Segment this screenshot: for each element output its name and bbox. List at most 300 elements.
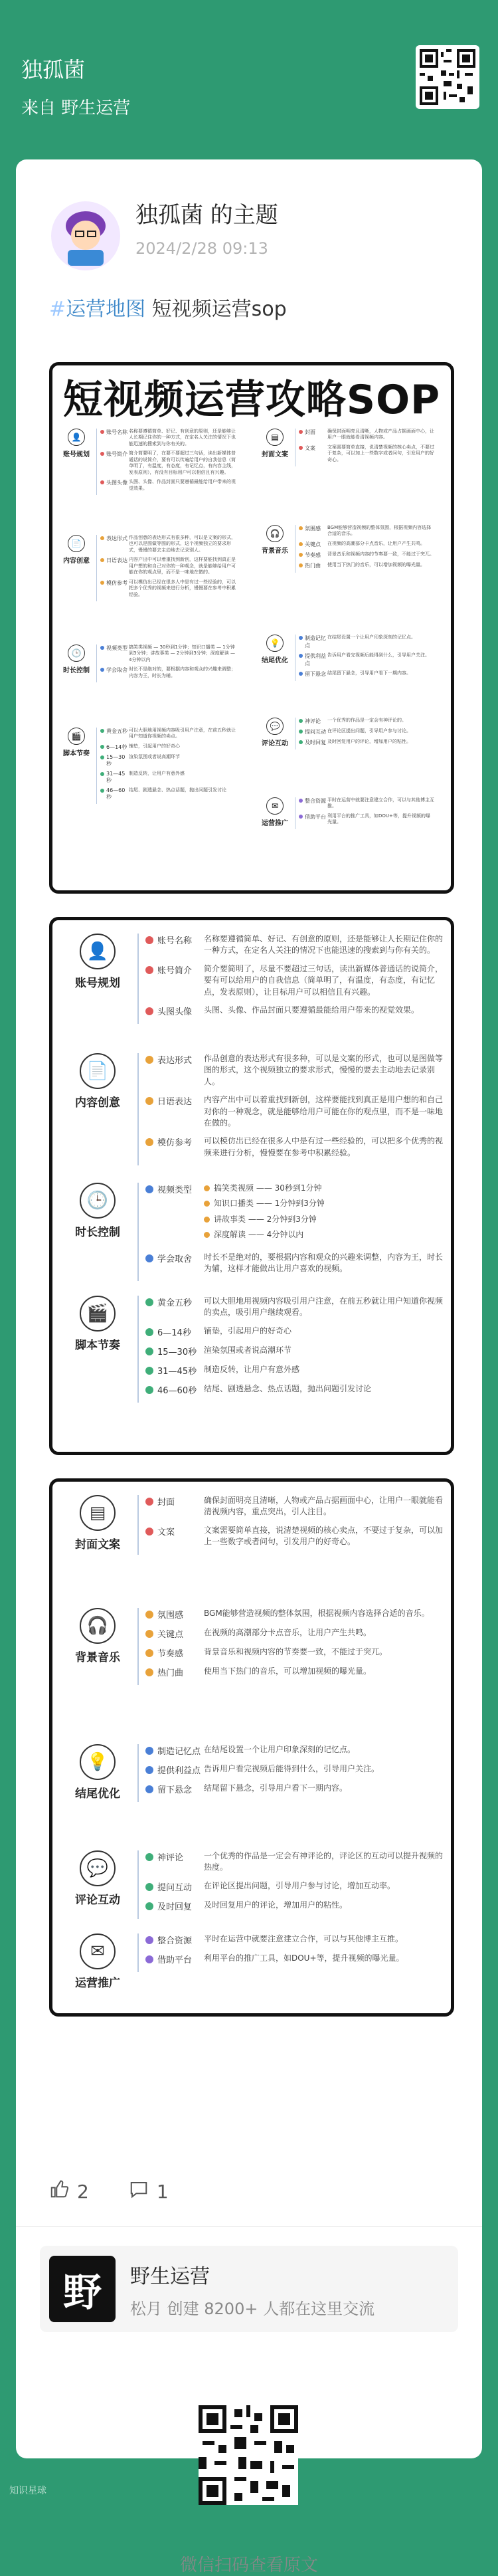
mini-row-label: 封面 <box>305 429 315 435</box>
mini-section-name: 运营推广 <box>262 820 288 827</box>
mini-row-label: 日语表达 <box>106 557 127 564</box>
row-label: 制造记忆点 <box>157 1747 201 1757</box>
poster-section <box>58 1495 446 1555</box>
section-row <box>145 1900 446 1912</box>
row-text: 头图、头像、作品封面只要遵循最能给用户带来的视觉效果。 <box>204 1005 420 1015</box>
community-name: 野生运营 <box>130 2264 210 2288</box>
bullet-dot <box>145 1853 153 1861</box>
row-text: 可以大胆地用视频内容吸引用户注意，在前五秒就让用户知道你视频的卖点，吸引用户继续观看。 <box>204 1296 444 1318</box>
bullet-dot <box>145 1097 153 1105</box>
script-icon: 🎬 <box>68 728 85 745</box>
bullet-dot <box>145 936 153 944</box>
row-text: 时长不是绝对的，要根据内容和观众的兴趣来调整，内容为王，时长为辅，这样才能做出让用户喜欢的视频。 <box>204 1252 444 1273</box>
section-row <box>145 1364 446 1377</box>
section-row <box>145 1933 446 1946</box>
mini-section <box>255 635 434 681</box>
row-label: 学会取舍 <box>157 1254 193 1264</box>
poster-section <box>58 1933 446 1990</box>
row-label: 31—45秒 <box>157 1366 197 1377</box>
section-row <box>145 1953 446 1965</box>
mini-row <box>100 787 236 801</box>
bullet-dot <box>145 1528 153 1536</box>
mini-rows <box>295 429 434 466</box>
section-row <box>145 1525 446 1548</box>
section-name: 评论互动 <box>75 1894 120 1907</box>
section-name: 内容创意 <box>75 1096 120 1110</box>
mini-rows <box>295 797 434 829</box>
poster-section <box>58 1183 446 1281</box>
section-row <box>145 1005 446 1017</box>
mini-row-label: 学会取舍 <box>106 667 127 674</box>
section-head <box>58 1608 137 1664</box>
mini-row <box>299 429 434 441</box>
bullet-dot <box>145 1902 153 1910</box>
row-label: 提问互动 <box>157 1882 193 1893</box>
mini-row-text: 文案需要简单直接，说清楚视频的核心卖点，不要过于复杂，可以加上一些数字或者问句，引发用户的好奇心。 <box>327 444 434 462</box>
mini-section-name: 时长控制 <box>63 667 90 674</box>
mini-row <box>299 797 434 810</box>
mini-row-label: 文案 <box>305 445 315 451</box>
row-label: 提供利益点 <box>157 1766 201 1776</box>
mini-row-text: BGM能够营造视频的整体氛围，根据视频内容选择合适的音乐。 <box>327 525 432 537</box>
mini-row <box>299 718 434 725</box>
row-text: 名称要遵循简单、好记、有创意的原则，还是能够让人长期记住你的一种方式，在定名人关注的情况下也能迅速的搜索到与你有关的。 <box>204 934 444 955</box>
post-text: 短视频运营sop <box>151 298 287 321</box>
row-label: 46—60秒 <box>157 1385 197 1396</box>
row-label: 表达形式 <box>157 1056 193 1066</box>
mini-row-text: 背景音乐和视频内容的节奏要一致，不能过于突兀。 <box>327 551 434 557</box>
row-text: 平时在运营中就要注意建立合作，可以与其他博主互推。 <box>204 1934 404 1943</box>
bullet-dot <box>145 1766 153 1774</box>
bulb-icon: 💡 <box>80 1744 116 1780</box>
bullet-dot <box>145 1747 153 1755</box>
row-text: 作品创意的表达形式有很多种，可以是文案的形式，也可以是图做等图的形式，这个视频独立的要求形式，慢慢的要去主动地去记录别人。 <box>204 1054 444 1086</box>
poster-section <box>58 1608 446 1685</box>
row-label: 6—14秒 <box>157 1328 191 1338</box>
mini-row-text: 使用当下热门的音乐，可以增加视频的曝光量。 <box>327 561 425 567</box>
row-label: 借助平台 <box>157 1955 193 1965</box>
row-text: 在结尾设置一个让用户印象深刻的记忆点。 <box>204 1745 356 1754</box>
script-icon: 🎬 <box>80 1296 116 1332</box>
section-row <box>145 1495 446 1518</box>
row-label: 封面 <box>157 1498 175 1508</box>
sub-item-text: 搞笑类视频 —— 30秒到1分钟 <box>214 1183 322 1193</box>
poster-title: 短视频运营攻略SOP <box>62 377 441 423</box>
mini-row <box>100 479 236 492</box>
section-row <box>145 1666 446 1678</box>
headphone-icon: 🎧 <box>266 525 284 542</box>
row-label: 留下悬念 <box>157 1785 193 1795</box>
sub-item <box>204 1183 446 1194</box>
row-label: 节奏感 <box>157 1649 184 1659</box>
section-row <box>145 1850 446 1874</box>
post-actions <box>49 2179 169 2204</box>
mini-row-text: 名称要遵循简单、好记、有创意的原则，还是能够让人长期记住你的一种方式，在定名人关注的情况下也能迅速的搜索到与你有关的。 <box>129 429 236 446</box>
section-row <box>145 1880 446 1893</box>
bullet-dot <box>100 536 104 540</box>
section-row <box>145 1383 446 1396</box>
mini-row-label: 节奏感 <box>305 551 321 558</box>
section-row <box>145 1326 446 1338</box>
section-row <box>145 1783 446 1795</box>
mini-row-text: 一个优秀的作品是一定会有神评论的。 <box>327 718 406 723</box>
bullet-dot <box>299 430 303 434</box>
section-name: 封面文案 <box>75 1538 120 1551</box>
headphone-icon: 🎧 <box>80 1608 116 1644</box>
bullet-dot <box>145 1611 153 1619</box>
mini-rows <box>96 728 236 804</box>
mini-row-text: 铺垫，引起用户的好奇心 <box>129 743 180 749</box>
row-label: 整合资源 <box>157 1936 193 1946</box>
section-rows <box>137 1933 446 1972</box>
bullet-dot <box>145 1386 153 1394</box>
mini-row-label: 视频类型 <box>106 645 127 651</box>
poster-section <box>58 1296 446 1403</box>
mini-section <box>56 728 236 804</box>
sub-item-text: 讲故事类 —— 2分钟到3分钟 <box>214 1214 317 1224</box>
user-icon: 👤 <box>68 429 85 446</box>
section-row <box>145 1345 446 1357</box>
mini-section-head <box>255 797 295 829</box>
layout-icon: ▤ <box>266 429 284 446</box>
mini-section-name: 内容创意 <box>63 557 90 565</box>
mini-row <box>299 670 434 678</box>
mini-rows <box>295 718 434 749</box>
mini-row-label: 及时回复 <box>305 740 326 745</box>
comment-button[interactable] <box>129 2179 169 2204</box>
section-head <box>58 1495 137 1551</box>
mini-row <box>299 635 434 649</box>
mini-row-text: 在结尾设置一个让用户印象深刻的记忆点。 <box>327 635 416 640</box>
bullet-dot <box>299 740 303 744</box>
section-head <box>58 1296 137 1352</box>
mini-rows <box>96 429 236 495</box>
section-head <box>58 934 137 990</box>
row-text: 结尾留下悬念，引导用户看下一期内容。 <box>204 1783 348 1793</box>
mini-row-text: 利用平台的推广工具，如DOU+等，提升视频的曝光量。 <box>327 813 430 825</box>
mini-row-text: 结尾留下悬念，引导用户看下一期内容。 <box>327 670 411 676</box>
row-text: 铺垫，引起用户的好奇心 <box>204 1326 292 1336</box>
row-text: 背景音乐和视频内容的节奏要一致，不能过于突兀。 <box>204 1647 388 1656</box>
row-text: 结尾、剧透悬念、热点话题，抛出问题引发讨论 <box>204 1383 372 1393</box>
sub-item <box>204 1198 446 1209</box>
bullet-dot <box>100 430 104 434</box>
layout-icon: ▤ <box>80 1495 116 1531</box>
row-label: 账号名称 <box>157 936 193 946</box>
mini-section-head <box>56 728 96 804</box>
sub-item <box>204 1229 446 1240</box>
row-label: 日语表达 <box>157 1097 193 1108</box>
bullet-dot <box>299 730 303 734</box>
row-label: 文案 <box>157 1527 175 1537</box>
bullet-dot <box>299 799 303 803</box>
mini-row-label: 账号简介 <box>106 451 127 458</box>
row-label: 氛围感 <box>157 1611 184 1621</box>
section-name: 背景音乐 <box>75 1651 120 1664</box>
bullet-dot <box>100 646 104 650</box>
mini-section-head <box>56 429 96 495</box>
bullet-dot <box>145 966 153 974</box>
mini-row-text: 制造反转，让用户有意外感 <box>129 770 185 776</box>
chat-icon: 💬 <box>80 1850 116 1886</box>
row-text: 使用当下热门的音乐，可以增加视频的曝光量。 <box>204 1666 372 1676</box>
section-head <box>58 1744 137 1801</box>
mini-section-head <box>255 635 295 681</box>
section-row <box>145 1136 446 1159</box>
mini-row-text: 确保封面明亮且清晰，人物或产品占据画面中心，让用户一眼就能看清视频内容。 <box>327 429 434 441</box>
mini-row <box>100 579 236 598</box>
mini-row-text: 作品创意的表达形式有很多种，可以是文案的形式，也可以是图做等图的形式，这个视频独立的要求形式，慢慢的要去主动地去记录别人。 <box>129 535 236 553</box>
clock-icon: 🕒 <box>68 644 85 662</box>
mini-row-label: 制造记忆点 <box>305 635 326 648</box>
section-head <box>58 1933 137 1990</box>
section-head <box>58 1183 137 1239</box>
bullet-dot <box>145 1328 153 1336</box>
user-icon: 👤 <box>80 934 116 969</box>
sub-bullet-dot <box>204 1201 210 1207</box>
bullet-dot <box>145 1630 153 1638</box>
section-rows <box>137 934 446 1024</box>
row-label: 15—30秒 <box>157 1347 197 1357</box>
row-sublist <box>204 1183 446 1245</box>
section-row <box>145 1183 446 1245</box>
section-row <box>145 1252 446 1275</box>
mini-row-text: 可以模仿出已经在很多人中是有过一些经验的，可以把多个优秀的视频来进行分析，慢慢要在参考中积累经验。 <box>129 579 236 597</box>
bullet-dot <box>100 480 104 484</box>
doc-icon: 📄 <box>68 535 85 552</box>
section-row <box>145 1053 446 1088</box>
mini-row <box>100 429 236 447</box>
mini-section-head <box>56 644 96 682</box>
bullet-dot <box>100 789 104 793</box>
mini-row-text: 平时在运营中就要注意建立合作，可以与其他博主互推。 <box>327 797 434 809</box>
comment-count: 1 <box>156 2181 169 2203</box>
mini-section <box>56 429 236 495</box>
post-tags <box>49 292 287 322</box>
hashtag-symbol: # <box>49 298 66 321</box>
footer-brand: 知识星球 <box>9 2486 46 2496</box>
mini-section-name: 账号规划 <box>63 451 90 458</box>
mini-section <box>56 644 236 682</box>
mini-row <box>100 644 236 663</box>
poster-section <box>58 934 446 1024</box>
sub-item-text: 知识口播类 —— 1分钟到3分钟 <box>214 1199 325 1209</box>
mini-row <box>100 666 236 679</box>
bullet-dot <box>145 1668 153 1676</box>
community-card[interactable] <box>40 2246 458 2332</box>
qr-caption: 微信扫码查看原文 <box>179 2555 318 2575</box>
mini-row-label: 表达形式 <box>106 536 127 542</box>
bullet-dot <box>145 1367 153 1375</box>
bullet-dot <box>100 452 104 456</box>
mail-icon: ✉ <box>266 797 284 815</box>
comment-icon <box>129 2179 149 2204</box>
bullet-dot <box>145 1138 153 1146</box>
poster-section <box>58 1850 446 1919</box>
bullet-dot <box>145 1185 153 1193</box>
mini-row <box>299 551 434 559</box>
section-rows <box>137 1495 446 1555</box>
mini-row <box>299 652 434 667</box>
bullet-dot <box>145 1056 153 1064</box>
mini-row-label: 46—60秒 <box>106 787 125 800</box>
bullet-dot <box>299 526 303 530</box>
mini-rows <box>295 525 434 573</box>
bullet-dot <box>145 1498 153 1506</box>
bullet-dot <box>145 1883 153 1891</box>
row-label: 热门曲 <box>157 1668 184 1678</box>
bullet-dot <box>100 745 104 749</box>
mini-section-name: 脚本节奏 <box>63 750 90 757</box>
section-rows <box>137 1053 446 1165</box>
sop-poster-detail-2[interactable] <box>49 1478 454 2017</box>
mail-icon: ✉ <box>80 1933 116 1969</box>
mini-row <box>100 557 236 575</box>
mini-row-label: 6—14秒 <box>106 743 127 750</box>
bullet-dot <box>100 755 104 759</box>
bullet-dot <box>299 563 303 567</box>
poster-section <box>58 1053 446 1165</box>
row-text: 及时回复用户的评论，增加用户的粘性。 <box>204 1900 348 1910</box>
bullet-dot <box>100 729 104 733</box>
section-head <box>58 1850 137 1907</box>
sub-bullet-dot <box>204 1217 210 1223</box>
community-meta: 松月 创建 8200+ 人都在这里交流 <box>130 2299 375 2318</box>
row-text: 文案需要简单直接，说清楚视频的核心卖点，不要过于复杂，可以加上一些数字或者问句，引发用户的好奇心。 <box>204 1525 444 1547</box>
mini-row <box>100 535 236 553</box>
section-row <box>145 934 446 957</box>
bullet-dot <box>299 672 303 676</box>
row-label: 及时回复 <box>157 1902 193 1912</box>
mini-row-text: 在评论区提出问题，引导用户参与讨论。 <box>327 728 411 734</box>
row-text: 在视频的高潮部分卡点音乐，让用户产生共鸣。 <box>204 1628 372 1637</box>
section-name: 脚本节奏 <box>75 1339 120 1352</box>
section-rows <box>137 1850 446 1919</box>
section-rows <box>137 1608 446 1685</box>
divider <box>16 2226 482 2227</box>
topic-link[interactable]: 运营地图 <box>66 298 146 321</box>
mini-row-text: 简介简要明了，在要不要超过三句话，读出新媒体普通话的说简介，要有可以传遍给用户的自我信息（简单明了，有温度，有态度，有记忆点，有内容主线，发表原则），有没有目标用户可以相信且有兴趣。 <box>129 450 236 475</box>
row-label: 黄金五秒 <box>157 1298 193 1308</box>
bullet-dot <box>145 1298 153 1306</box>
mini-section-head <box>56 535 96 601</box>
mini-row-label: 整合资源 <box>305 798 326 804</box>
sub-bullet-dot <box>204 1232 210 1238</box>
row-label: 账号简介 <box>157 965 193 976</box>
row-label: 神评论 <box>157 1853 184 1863</box>
mini-row <box>299 445 434 463</box>
mini-row <box>299 728 434 736</box>
section-rows <box>137 1296 446 1403</box>
section-row <box>145 1608 446 1621</box>
bullet-dot <box>299 719 303 723</box>
bullet-dot <box>145 1347 153 1355</box>
mini-section-head <box>255 525 295 573</box>
section-row <box>145 1627 446 1640</box>
qr-code-large[interactable] <box>199 2405 298 2505</box>
like-button[interactable] <box>49 2179 89 2204</box>
mini-row-label: 模仿参考 <box>106 579 127 586</box>
row-text: 确保封面明亮且清晰，人物或产品占据画面中心，让用户一眼就能看清视频内容，重点突出，引人注目。 <box>204 1496 444 1517</box>
mini-row <box>100 771 236 784</box>
like-count: 2 <box>77 2181 89 2203</box>
bullet-dot <box>145 1254 153 1262</box>
mini-section-head <box>255 718 295 749</box>
bullet-dot <box>100 581 104 585</box>
avatar[interactable] <box>49 199 122 272</box>
mini-rows <box>96 535 236 601</box>
sop-poster-overview[interactable] <box>49 362 454 894</box>
post-timestamp: 2024/2/28 09:13 <box>135 239 268 258</box>
mini-rows <box>96 644 236 682</box>
section-name: 账号规划 <box>75 977 120 990</box>
row-text: 在评论区提出问题，引导用户参与讨论，增加互动率。 <box>204 1880 396 1890</box>
bullet-dot <box>145 1649 153 1657</box>
sub-bullet-dot <box>204 1185 210 1191</box>
mini-row <box>100 754 236 767</box>
bullet-dot <box>100 772 104 776</box>
page-subtitle: 来自 野生运营 <box>21 98 131 118</box>
mini-rows <box>295 635 434 681</box>
row-label: 视频类型 <box>157 1185 193 1195</box>
bullet-dot <box>299 636 303 640</box>
mini-row-text: 时长不是绝对的，要根据内容和观众的兴趣来调整；内容为王，时长为辅。 <box>129 666 236 678</box>
poster-section <box>58 1744 446 1802</box>
mini-row <box>100 450 236 476</box>
mini-row-text: 搞笑类视频 — 30秒到1分钟；知识口播类 — 1分钟到3分钟；讲故事类 — 2分钟到3分钟；深度解读 — 4分钟以内 <box>129 644 236 662</box>
section-row <box>145 1763 446 1776</box>
row-text: 内容产出中可以着重找到新创，这样要能找到真正是用户想的和自己对你的一种观念，就是能够给用户可能在你的观点里，而不是一味地在做的。 <box>204 1095 444 1128</box>
bullet-dot <box>299 542 303 546</box>
section-rows <box>137 1183 446 1281</box>
section-row <box>145 963 446 998</box>
bullet-dot <box>145 1955 153 1963</box>
bullet-dot <box>299 654 303 658</box>
section-row <box>145 1646 446 1659</box>
sub-item <box>204 1214 446 1225</box>
mini-row-label: 借助平台 <box>305 813 326 820</box>
bullet-dot <box>299 553 303 557</box>
mini-row <box>299 525 434 538</box>
mini-row-label: 15—30秒 <box>106 753 125 767</box>
mini-row-label: 神评论 <box>305 718 321 724</box>
mini-section <box>56 535 236 601</box>
app-header <box>0 0 498 159</box>
bullet-dot <box>299 446 303 450</box>
row-text: 告诉用户看完视频后能得到什么，引导用户关注。 <box>204 1764 380 1773</box>
post-author-title[interactable]: 独孤菌 的主题 <box>135 202 278 229</box>
mini-row <box>299 813 434 826</box>
mini-section-name: 背景音乐 <box>262 547 288 555</box>
row-text: 利用平台的推广工具，如DOU+等，提升视频的曝光量。 <box>204 1953 404 1963</box>
mini-section <box>255 525 434 573</box>
mini-row-label: 账号名称 <box>106 429 127 435</box>
section-name: 运营推广 <box>75 1977 120 1990</box>
mini-row-text: 内容产出中可以着重找到新创，这样要能找到真正是用户想的和自己对你的一种观念，就是能够给用户可能在你的观点里，而不是一味地在做的。 <box>129 557 236 575</box>
mini-row-text: 结尾、剧透悬念、热点话题，抛出问题引发讨论 <box>129 787 226 793</box>
mini-row-label: 氛围感 <box>305 526 321 532</box>
mini-row-label: 热门曲 <box>305 562 321 569</box>
section-row <box>145 1094 446 1129</box>
section-rows <box>137 1744 446 1802</box>
page-title: 独孤菌 <box>21 57 86 82</box>
row-label: 关键点 <box>157 1630 184 1640</box>
chat-icon: 💬 <box>266 718 284 735</box>
sop-poster-detail-1[interactable] <box>49 917 454 1455</box>
section-row <box>145 1296 446 1319</box>
mini-row-text: 渲染氛围或者说高潮环节 <box>129 753 180 759</box>
qr-code-small[interactable] <box>416 45 479 109</box>
